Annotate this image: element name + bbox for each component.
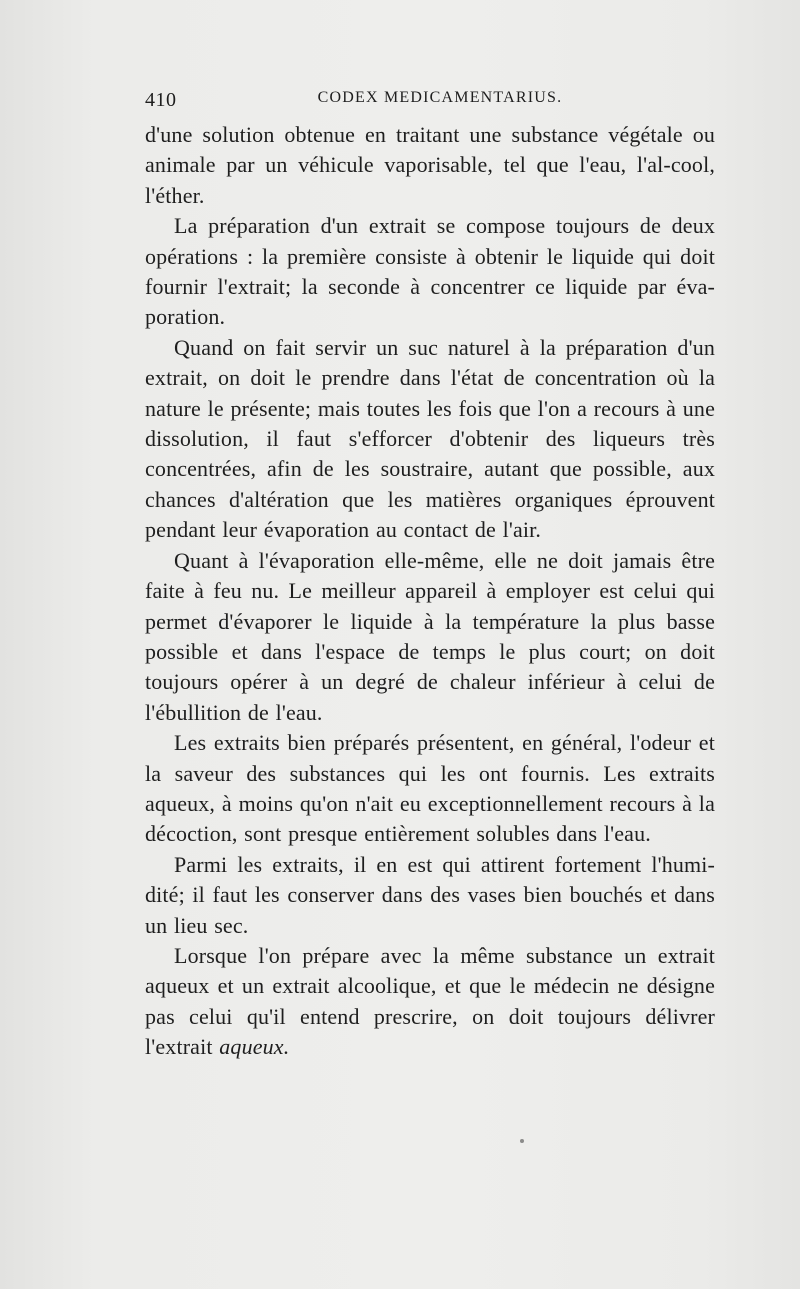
paragraph-7-emphasis: aqueux.: [219, 1034, 290, 1060]
paragraph-7-text: Lorsque l'on prépare avec la même substance un extrait aqueux et un extrait alcoolique, et que le médecin ne désigne pas celui qu'il entend prescrire, on doit toujours délivrer l'extrait: [145, 942, 715, 1060]
paragraph-5: Les extraits bien préparés présentent, en général, l'odeur et la saveur des substances qui les ont fournis. Les extraits aqueux, à moins qu'on n'ait eu exceptionnellement recours à la décoction, sont presque entièrement solubles dans l'eau.: [145, 730, 715, 847]
paragraph-3: Quand on fait servir un suc naturel à la préparation d'un extrait, on doit le prendre dans l'état de concentration où la nature le présente; mais toutes les fois que l'on a recours à une dissolution, il faut s'efforcer d'obtenir des liqueurs très concentrées, afin de les soustraire, autant que possible, aux chances d'altération que les matières organiques éprouvent pendant leur évaporation au contact de l'air.: [145, 334, 715, 543]
paragraph-7: [145, 941, 715, 1063]
page-number: 410: [145, 89, 177, 111]
paragraph-4: Quant à l'évaporation elle-même, elle ne doit jamais être faite à feu nu. Le meilleur appareil à employer est celui qui permet d'évaporer le liquide à la température la plus basse possible et dans l'espace de temps le plus court; on doit toujours opérer à un degré de chaleur inférieur à celui de l'ébullition de l'eau.: [145, 547, 715, 725]
running-head: CODEX MEDICAMENTARIUS.: [317, 89, 563, 106]
body-text: [145, 120, 715, 1063]
paragraph-6: Parmi les extraits, il en est qui attirent fortement l'humi-dité; il faut les conserver dans des vases bien bouchés et dans un lieu sec.: [145, 851, 715, 938]
paragraph-2: La préparation d'un extrait se compose toujours de deux opérations : la première consiste à obtenir le liquide qui doit fournir l'extrait; la seconde à concentrer ce liquide par éva-poration.: [145, 213, 715, 330]
paper-speck: [520, 1139, 524, 1143]
paragraph-1: d'une solution obtenue en traitant une substance végétale ou animale par un véhicule vaporisable, tel que l'eau, l'al-cool, l'éther.: [145, 122, 715, 208]
page-header: [145, 89, 717, 117]
